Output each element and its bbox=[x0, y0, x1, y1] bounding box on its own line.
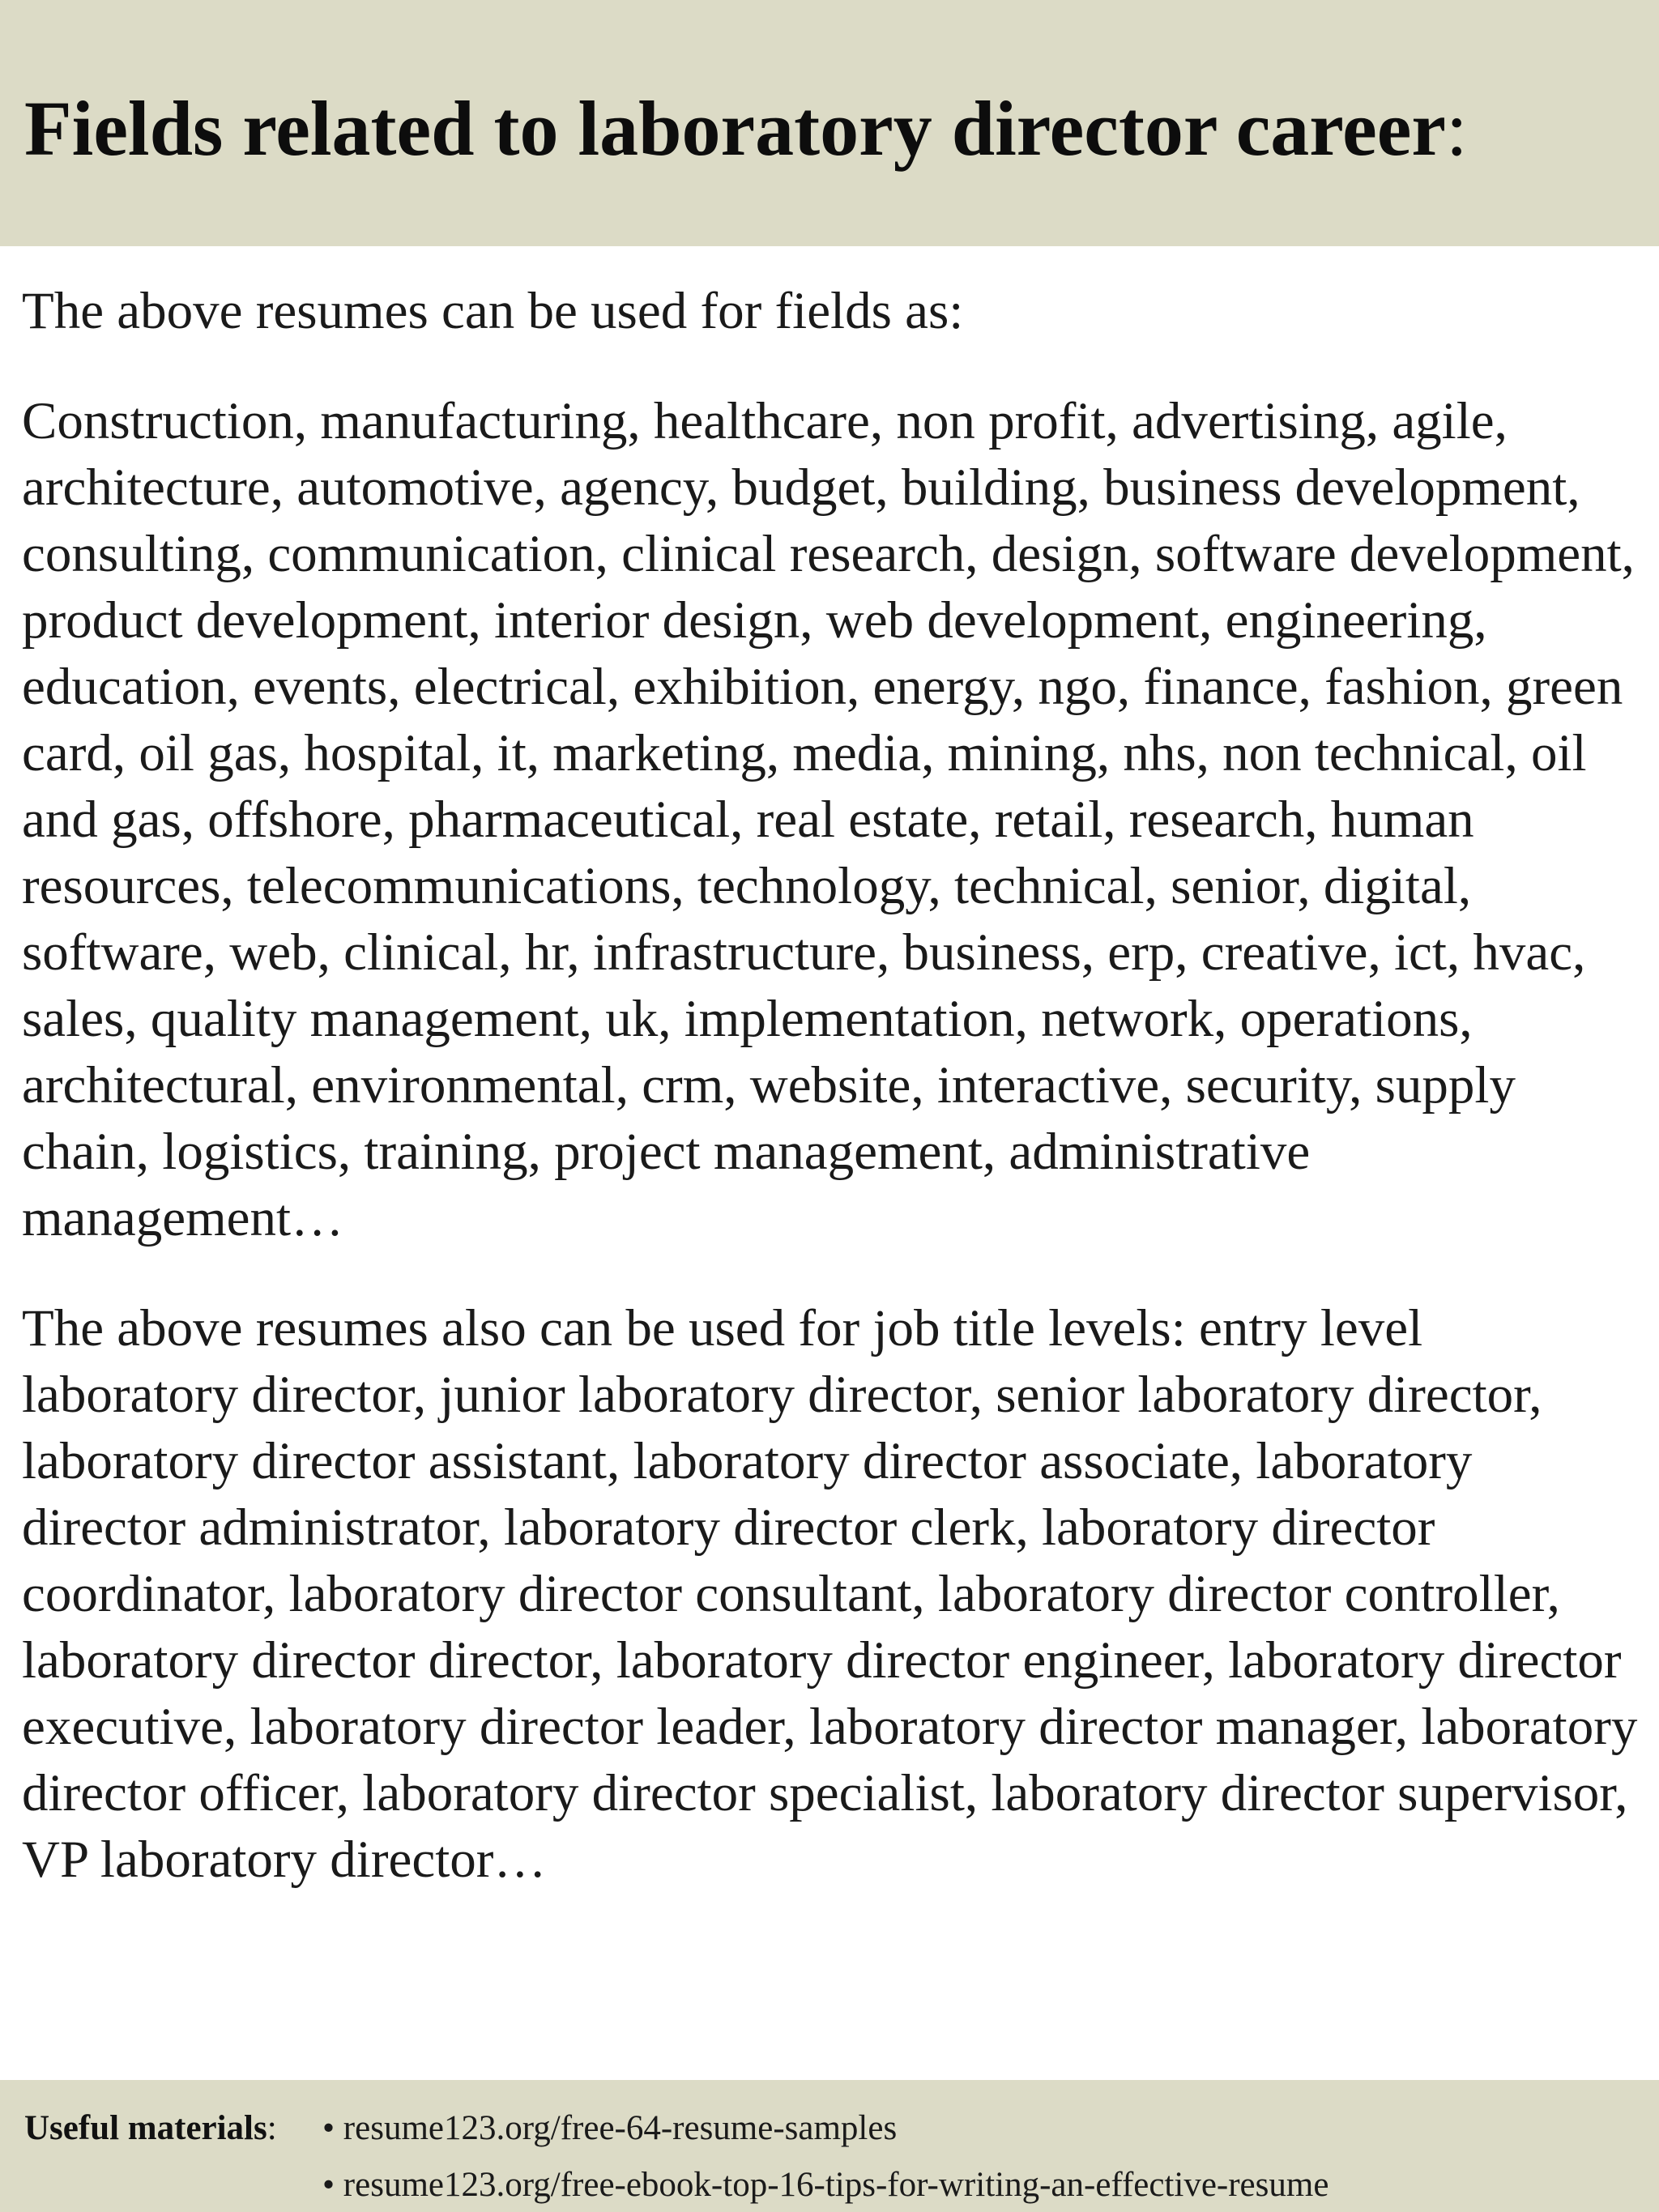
useful-materials-label-text: Useful materials bbox=[24, 2109, 267, 2147]
useful-materials-label bbox=[24, 2106, 277, 2151]
useful-materials-separator: : bbox=[267, 2109, 277, 2147]
title-banner bbox=[0, 0, 1659, 246]
footer-bar bbox=[0, 2080, 1659, 2212]
resume-samples-link[interactable]: • resume123.org/free-64-resume-samples bbox=[322, 2109, 898, 2147]
ebook-tips-link[interactable]: • resume123.org/free-ebook-top-16-tips-for-writing-an-effective-resume bbox=[322, 2166, 1329, 2204]
page-title-text: Fields related to laboratory director career bbox=[24, 85, 1446, 172]
intro-paragraph: The above resumes can be used for fields as: bbox=[22, 282, 964, 340]
main-content bbox=[22, 278, 1642, 1893]
page-title-colon: : bbox=[1446, 85, 1468, 172]
fields-paragraph: Construction, manufacturing, healthcare, non profit, advertising, agile, architecture, automotive, agency, budget, building, business development, consulting, communication, clinical research, design, software development, product development, interior design, web development, engineering, education, events, electrical, exhibition, energy, ngo, finance, fashion, green card, oil gas, hospital, it, marketing, media, mining, nhs, non technical, oil and gas, offshore, pharmaceutical, real estate, retail, research, human resources, telecommunications, technology, technical, senior, digital, software, web, clinical, hr, infrastructure, business, erp, creative, ict, hvac, sales, quality management, uk, implementation, network, operations, architectural, environmental, crm, website, interactive, security, supply chain, logistics, training, project management, administrative management… bbox=[22, 392, 1635, 1247]
job-levels-paragraph: The above resumes also can be used for job title levels: entry level laboratory director, junior laboratory director, senior laboratory director, laboratory director assistant, laboratory director associate, laboratory director administrator, laboratory director clerk, laboratory director coordinator, laboratory director consultant, laboratory director controller, laboratory director director, laboratory director engineer, laboratory director executive, laboratory director leader, laboratory director manager, laboratory director officer, laboratory director specialist, laboratory director supervisor, VP laboratory director… bbox=[22, 1299, 1638, 1889]
page-title bbox=[24, 81, 1468, 177]
